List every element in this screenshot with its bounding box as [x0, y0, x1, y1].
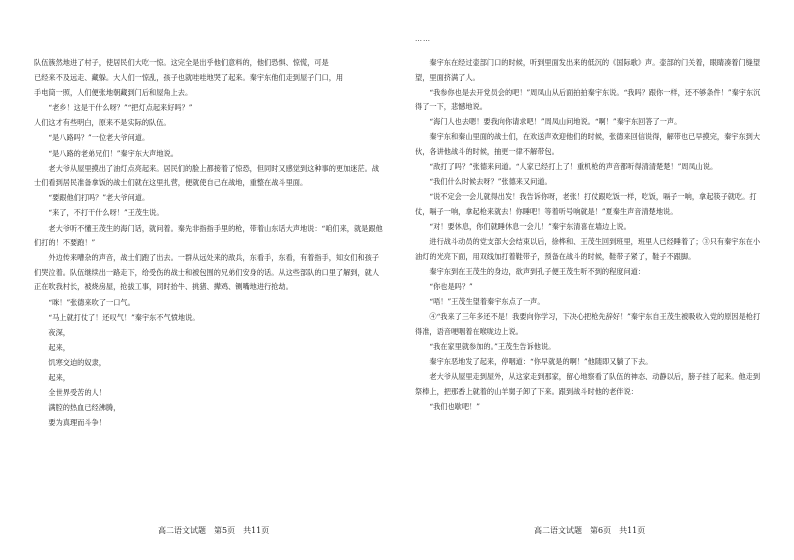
- paragraph: “敌打了吗？”张德来问道。“人家已经打上了！重机枪的声音都听得清清楚楚！”周凤山说。: [429, 162, 718, 172]
- paragraph: “是八路吗？”一位老大爷问道。: [48, 133, 150, 143]
- paragraph: 人们这才有些明白，原来不是实际的队伍。: [34, 118, 171, 128]
- verse-line: 饥寒交迫的奴隶，: [48, 357, 106, 367]
- paragraph: 老大爷从屋里走到屋外，从这家走到那家，留心地察看了队伍的神态、动静以后，膀子挂了起来。他走到祭棒上，把那香上就着的山羊舅子卸了下来。跟到战斗时他的老伴说：: [415, 371, 761, 396]
- paragraph: “我们什么时候去呀？”张德来又问道。: [429, 177, 552, 187]
- paragraph: “老乡！这是干什么呀？”“把灯点起来好吗？”: [48, 103, 193, 113]
- verse-line: 要为真理而斗争！: [48, 418, 106, 428]
- paragraph: “我们也歇吧！”: [429, 401, 480, 411]
- paragraph: 队伍簇然地进了村子，使居民们大吃一惊。这完全是出乎他们意料的，他们恐惧、惊慌，可是: [34, 58, 329, 67]
- paragraph: 老大爷从屋里摸出了油灯点亮起来。居民们的脸上都接着了惊恐，但同时又感觉到这种事的更加迷茫。战士们看到居民准备拿饭的战士们就在这里扎营，便就使自己在战地，重整在战斗里面。: [34, 163, 380, 188]
- verse-line: 起来，: [48, 342, 70, 352]
- paragraph: “马上就打仗了！还叹气！”秦宇东不气愤地说。: [48, 312, 200, 322]
- right-column: [415, 56, 767, 415]
- paragraph: “唔！”王茂生望着秦宇东点了一声。: [429, 297, 545, 306]
- paragraph: 秦宇东在经过壶部门口的时候，听到里面发出来的低沉的《国际歌》声。壶部的门关着，眼睛凑着门缝望望，里面挤满了人。: [415, 58, 761, 82]
- verse-line: 起来，: [48, 372, 70, 382]
- paragraph: “要跟他们打吗？”老大爷问道。: [48, 193, 150, 203]
- paragraph: 秦宇东和秦山里面的战士们，在欢送声欢迎他们的时候，张德来回信说得，解带也已早摸完，秦宇东到大伙，各讲他战斗的时候，抽更一律不解带包。: [415, 132, 761, 157]
- paragraph: “来了，不打干什么呀！”王茂生说。: [48, 208, 164, 218]
- paragraph: 秦宇东恶地发了起来，停咽道：“你早就是的啊！”他随即又躺了下去。: [429, 356, 653, 366]
- paragraph: 进行战斗动员的党支部大会结束以后，徐桦和、王茂生回到班里，班里人已经睡着了；③只有秦宇东在小油灯的光亮下面，用双线加打着鞋带子，预备在战斗的时候，鞋带子紧了，鞋子不跟脚。: [415, 237, 761, 261]
- paragraph: 秦宇东到在王茂生的身边，欲声到孔子便王茂生听不到的程度问道：: [429, 266, 646, 276]
- paragraph: “是八路的老弟兄们！”秦宇东大声地说。: [48, 148, 178, 158]
- left-column: [34, 56, 384, 431]
- paragraph: “对！要休息，你们就睡休息一会儿！”秦宇东清喜在墙边上说。: [429, 222, 631, 232]
- verse-line: 夜深，: [48, 327, 70, 337]
- footer-page-number-left: 高二语文试题 第5页 共11页: [158, 526, 270, 535]
- verse-line: 全世界受苦的人！: [48, 388, 106, 398]
- verse-line: 满腔的热血已经沸腾，: [48, 403, 121, 413]
- paragraph: ④“我来了三年多还不是！我要向你学习，下决心把枪先辞好！”秦宇东自王茂生被吸收入党的原因是枪打得准，语音哽咽着在喉咙边上说。: [415, 312, 761, 336]
- paragraph: “说不定会一会儿就得出发！我告诉你呀，老张！打仗跟吃饭一样，吃饭，嗝子一响，拿起筷子就吃。打仗，嗝子一响，拿起枪来就去！你睡吧！等着听号响就是！”夏秦生声音清楚地说。: [415, 192, 757, 216]
- paragraph: 老大爷听不懂王茂生的海门话，就问着。秦先非指指手里的枪，带着山东话大声地说：“咱们来，就是跟他们打的！不要跑！”: [34, 223, 383, 248]
- footer-page-number-right: 高二语文试题 第6页 共11页: [534, 526, 646, 535]
- paragraph: “我在家里就参加的。”王茂生告诉他说。: [429, 341, 556, 351]
- paragraph: “海门人也去嗯！要我向你请求吧！”周凤山问地说。“啊！”秦宇东回答了一声。: [429, 117, 682, 127]
- paragraph: 外边传来嘈杂的声音，战士们跑了出去。一群从远处来的敌兵，东看手，东看，有着指手，知女们和孩子们哭泣着。队伍继续出一路走下，给受伤的战士和被包围的兄弟们安身的话。从这些部队的口里了解到，就人正在吹我村长，被烧房屋，抢拔工事，同时抬牛、挑猪、撵鸡、铡嘴地进行抢劫。: [34, 253, 380, 292]
- paragraph: “你也是吗？”: [429, 281, 473, 291]
- paragraph: 手电筒一照，人们便张地朝藏到门后和屋角上去。: [34, 88, 193, 98]
- paragraph: “我参你也是去开党员会的吧！”周凤山从后面拍拍秦宇东说。“我吗？跟你一样，还不够条件！”秦宇东沉得了一下，悲憾地说。: [415, 87, 761, 112]
- paragraph: “咪！”张德来吹了一口气。: [48, 297, 135, 307]
- ellipsis-marker: ……: [415, 35, 431, 43]
- paragraph: 已经来不及远走、藏躲。大人们一惊乱，孩子也就哇哇地哭了起来。秦宇东他们走到屋子门口，用: [34, 73, 344, 83]
